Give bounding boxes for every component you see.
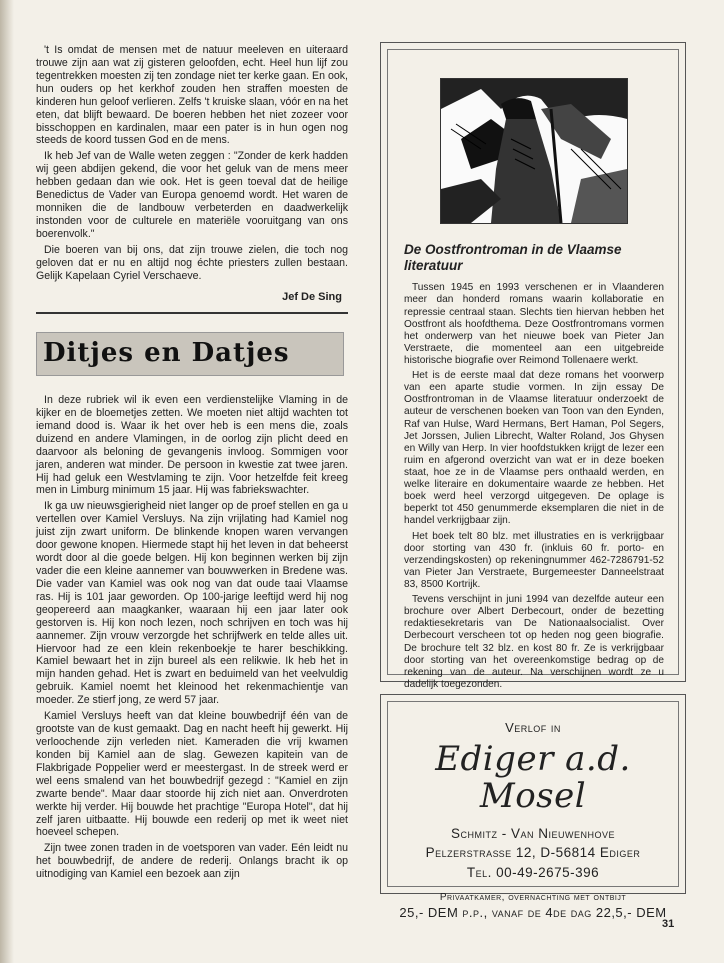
paragraph: Het boek telt 80 blz. met illustraties en is verkrijgbaar door storting van 430 fr. (inkluis 60 fr. porto- en verzendingskosten) op rekeningnummer 462-7286791-52 van Pieter Jan Verstraete, Burgemeester Danneelstraat 83, 8500 Kortrijk. xyxy=(404,530,664,590)
paragraph: Het is de eerste maal dat deze romans het voorwerp van een aparte studie vormen. In zijn essay De Oostfrontroman in de Vlaamse literatuur onderzoekt de auteur de verschenen boeken van Toon van den Eynden, Raf van Hulse, Ward Hermans, Bert Haman, Pol Segers, Jet Jorssen, Julien Librecht, Walter Roland, Jos Ghysen en Willy van Herp. In vier hoofdstukken krijgt de lezer een ruim en afgerond overzicht van wat er in deze boeken staat, hoe ze in de Vlaamse pers onthaald werden, en welke literaire en dokumentaire waarde ze hebben. Het boek werd heel verzorgd uitgegeven. De oplage is beperkt tot 450 genummerde eksemplaren die niet in de handel verkrijgbaar zijn. xyxy=(404,370,664,527)
paragraph: Kamiel Versluys heeft van dat kleine bouwbedrijf één van de grootste van de kust gemaakt. Dag en nacht heeft hij gewerkt. Hij verloochende zijn verleden niet. Kameraden die vrij kwamen konden bij Kamiel aan de slag. Gewezen kapitein van de Flakbrigade Poppelier werd er meestergast. In de streek werd er wel eens smalend van het bouwbedrijf gezegd : "Kamiel en zijn zwarte bende". Maar daar stoorde hij zich niet aan. Onverdroten werkte hij verder. Hij bouwde het prachtige "Europa Hotel", dat hij zelf jaren uitbaatte. Hij bouwde een rederij op met ik weet niet hoeveel schepen. xyxy=(36,710,348,839)
paragraph: In deze rubriek wil ik even een verdienstelijke Vlaming in de kijker en de bloemetjes zetten. We moeten niet altijd wachten tot iemand dood is. Waar ik het over heb is een mens die, zoals duizend en andere Vlamingen, in de oorlog zijn plicht deed en daarvoor als beloning de gevangenis invloog. Sommigen voor jaren, anderen wat minder. De persoon in kwestie zat twee jaren. Hij had geluk een Westvlaming te zijn. Voor hetzelfde feit kreeg men in Limburg minimum 15 jaar. Hij was fabriekswachter. xyxy=(36,394,348,497)
soldier-illustration xyxy=(440,78,628,224)
left-column xyxy=(36,44,348,884)
paragraph: 't Is omdat de mensen met de natuur meeleven en uiteraard trouwe zijn aan wat zij gisteren geloofden, echt. Heel hun lijf zou tegentrekken moesten zij ten zondage niet ter kerke gaan. En ook, hun ouders op het kerkhof zouden hen straffen moesten de kinderen hun geloof verlieren. Zelfs 't kruiske slaan, vóór en na het eten, dat blijft bewaard. De boeren hebben het niet zozeer voor bisschoppen en kardinalen, maar een pater is in hun ogen nog steeds de koord tussen God en de mens. xyxy=(36,44,348,147)
rubric-title: Ditjes en Datjes xyxy=(36,332,344,376)
paragraph: Ik ga uw nieuwsgierigheid niet langer op de proef stellen en ga u vertellen over Kamiel Versluys. Na zijn vrijlating had Kamiel nog juist zijn zwart uniform. De blinkende knopen waren vervangen door gewone knopen. Hiermede stapt hij het leven in dat beheerst wordt door al die goede belgen. Hij kon beginnen werken bij zijn vader die een kleine aannemer van bouwwerken in Bredene was. Die vader van Kamiel was ook nog van dat oude taai Vlaamse ras. Hij is 101 jaar geworden. Op 100-jarige leeftijd werd hij nog geopereerd aan maagkanker, waaraan hij een jaar later ook gestorven is. Hij kon noch lezen, noch schrijven en toch was hij aannemer. Zijn vrouw verzorgde het schrijfwerk en telde alles uit. Hiervoor had ze een klein rekenboekje te harer beschikking. Kamiel bewaart het in zijn bureel als een relikwie. Ik heb het in mijn handen gehad. Het is zwart en beduimeld van het veelvuldig gebruik. Kamiel noemt het kleinood het rekenmachientje van moeder. Ze stierf jong, ze werd 57 jaar. xyxy=(36,500,348,707)
ad-address: Pelzerstraße 12, D-56814 Ediger xyxy=(425,845,641,861)
book-description xyxy=(404,282,664,691)
paragraph: Tevens verschijnt in juni 1994 van dezelfde auteur een brochure over Albert Derbecourt, onder de bezetting redaktiesekretaris van De Nationaalsocialist. Over Derbecourt verscheen tot op heden nog geen biografie. De brochure telt 32 blz. en kost 80 fr. Ze is verkrijgbaar door storting van het overeenkomstige bedrag op de rekening van de auteur. Na verschijnen wordt ze u dadelijk toegezonden. xyxy=(404,594,664,690)
paragraph: Die boeren van bij ons, dat zijn trouwe zielen, die toch nog geloven dat er nu en altijd nog échte priesters zullen bestaan. Gelijk Kapelaan Cyriel Verschaeve. xyxy=(36,243,348,282)
book-announcement-box xyxy=(380,42,686,690)
rubric-body xyxy=(36,394,348,881)
ad-phone: Tel. 00-49-2675-396 xyxy=(466,864,600,880)
author-signature: Jef De Sing xyxy=(282,290,342,303)
ad-brand-name: Ediger a.d. Mosel xyxy=(435,739,631,817)
ad-heading: Verlof in xyxy=(505,720,561,735)
paragraph: Tussen 1945 en 1993 verschenen er in Vlaanderen meer dan honderd romans waarin kollaboratie en repressie centraal staan. Slechts tien hiervan hebben het Oostfront als hoofdthema. Deze Oostfrontromans vormen het onderwerp van het nieuwe boek van Pieter Jan Verstraete, die momenteel aan een uitgebreide historische biografie over Reimond Tollenaere werkt. xyxy=(404,282,664,367)
article-continuation xyxy=(36,44,348,283)
holiday-advertisement xyxy=(380,694,686,921)
paragraph: Ik heb Jef van de Walle weten zeggen : "Zonder de kerk hadden wij geen abdijen gekend, die voor het geluk van de mens meer hebben gedaan dan wie ook. Het is geen toeval dat de heilige Benedictus de Vader van Europa genoemd wordt. Het waren de monniken die de landbouw verbeterden en daadwerkelijk instonden voor de culturele en materiële vooruitgang van ons boerenvolk." xyxy=(36,150,348,240)
page-number: 31 xyxy=(662,918,675,930)
ad-rooms: Privaatkamer, overnachting met ontbijt xyxy=(439,892,627,904)
book-title: De Oostfrontroman in de Vlaamse literatuur xyxy=(404,242,622,274)
paragraph: Zijn twee zonen traden in de voetsporen van vader. Eén leidt nu het bouwbedrijf, de andere de rederij. Onlangs bracht ik op uitnodiging van Kamiel een bezoek aan zijn xyxy=(36,842,348,881)
page-binding-shadow xyxy=(0,0,14,963)
ad-owner-name: Schmitz - Van Nieuwenhove xyxy=(450,825,615,841)
ad-price: 25,- DEM p.p., vanaf de 4de dag 22,5,- DEM xyxy=(399,905,667,921)
section-divider xyxy=(36,312,348,314)
